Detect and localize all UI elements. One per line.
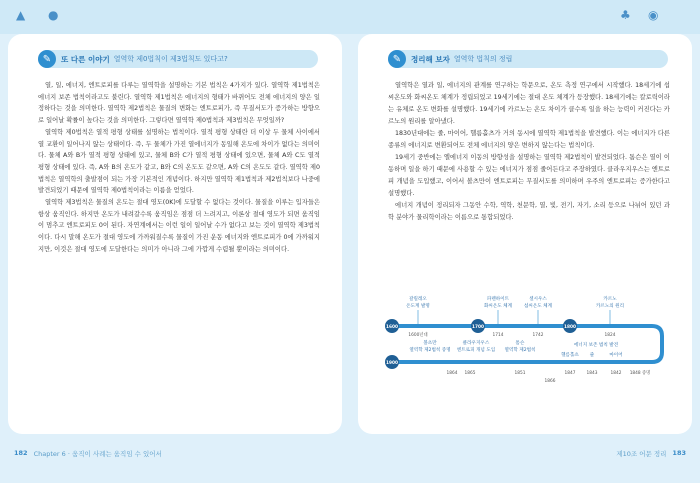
right-banner-title: 정리해 보자 (411, 54, 450, 64)
paragraph: 열역학 제3법칙은 물질의 온도는 절대 영도(0K)에 도달할 수 없다는 것이다. 물질을 이루는 입자들은 항상 움직인다. 하지만 온도가 내려갈수록 움직임은 점점 더 느려지고, 이론상 절대 영도가 되면 움직임이 멈추고 엔트로피도 0이 된다. 자연계에서는 이런 일이 일어날 수가 없다고 보는 것이 열역학 제3법칙이다. 다시 말해 온도가 절대 영도에 가까워질수록 물질이 가진 운동 에너지와 엔트로피가 0에 가까워지지만, 이것은 절대 영도에 도달한다는 의미가 아니라 그에 가깝게 수렴될 뿐이라는 의미이다. (38, 199, 320, 253)
left-banner-title: 또 다른 이야기 (61, 54, 110, 64)
right-page (358, 34, 692, 434)
right-body-text (388, 80, 670, 224)
timeline-event (504, 339, 535, 376)
robot-icon: ▲ (16, 8, 26, 22)
timeline-event (524, 295, 552, 338)
section-title: 제10조 어문 정리 (616, 449, 667, 458)
svg-text:열역학 제2법칙 증명: 열역학 제2법칙 증명 (409, 348, 451, 353)
svg-text:온도계 발명: 온도계 발명 (406, 304, 430, 309)
timeline-node (563, 319, 577, 333)
timeline-event (484, 295, 512, 338)
left-page (8, 34, 342, 434)
timeline-extra-year: 1866 (544, 379, 556, 384)
svg-text:카르노의 원리: 카르노의 원리 (595, 304, 625, 309)
paragraph: 1830년대에는 줄, 마이어, 헬름홀츠가 거의 동시에 열역학 제1법칙을 발견했다. 이는 에너지가 다른 종류의 에너지로 변환되어도 전체 에너지의 양은 변하지 않는다는 법칙이다. (388, 130, 670, 149)
timeline-event (409, 339, 457, 376)
paragraph: 열, 일, 에너지, 엔트로피를 다루는 열역학을 설명하는 기본 법칙은 4가지가 있다. 열역학 제1법칙은 에너지 보존 법칙이라고도 불린다. 열역학 제1법칙은 에너지의 형태가 바뀌어도 전체 에너지의 양은 일정하다는 것을 의미한다. 열역학 제2법칙은 물질의 변화는 엔트로피가, 즉 무질서도가 증가하는 방향으로 일어날 확률이 높다는 것을 의미한다. 그렇다면 열역학 제0법칙과 제3법칙은 무엇일까? (38, 82, 320, 125)
paragraph: 19세기 중반에는 엘에너지 이동의 방향성을 설명하는 열역학 제2법칙이 발견되었다. 톰슨은 열이 이동하며 일을 하기 때문에 사용할 수 있는 에너지가 점점 줄어든다고 주장하였다. 클라우지우스는 엔트로피 개념을 도입했고, 이어서 볼츠만이 엔트로피는 무질서도를 의미하며 우주의 엔트로피는 증가한다고 설명했다. (388, 154, 670, 197)
svg-text:클라우지우스: 클라우지우스 (462, 341, 490, 346)
svg-text:1865: 1865 (464, 371, 476, 376)
paragraph: 열역학은 열과 일, 에너지의 관계를 연구하는 학문으로, 온도 측정 연구에서 시작했다. 18세기에 섭씨온도와 화씨온도 체계가 정립되었고 19세기에는 절대 온도 체계가 등장했다. 18세기에는 칼로릭이라는 유체로 온도 변화를 설명했다. 19세기에 카르노는 온도 차이가 클수록 일을 하는 능력이 커진다는 카르노의 원리를 알아냈다. (388, 82, 670, 125)
pencil-icon: ✎ (388, 50, 406, 68)
right-banner (388, 50, 668, 68)
svg-text:갈릴레오: 갈릴레오 (409, 297, 427, 302)
svg-text:카르노: 카르노 (603, 297, 617, 302)
rocket-icon: ● (48, 8, 59, 22)
svg-text:에너지 보존 법칙 발견: 에너지 보존 법칙 발견 (573, 343, 619, 348)
svg-text:1851: 1851 (514, 371, 526, 376)
page-number: 183 (672, 449, 686, 457)
svg-text:줄: 줄 (589, 353, 595, 358)
tree-icon: ♣ (620, 8, 631, 22)
svg-text:1843: 1843 (586, 371, 598, 376)
svg-text:파렌하이트: 파렌하이트 (486, 297, 510, 302)
left-body-text (38, 80, 320, 256)
page-number: 182 (14, 449, 28, 457)
svg-text:1800: 1800 (564, 325, 576, 330)
svg-text:엔트로피 개념 도입: 엔트로피 개념 도입 (456, 348, 496, 353)
thermodynamics-timeline (370, 284, 670, 404)
svg-text:1842: 1842 (610, 371, 622, 376)
svg-text:1864: 1864 (446, 371, 458, 376)
svg-text:셀시우스: 셀시우스 (529, 297, 547, 302)
svg-text:열역학 제2법칙: 열역학 제2법칙 (504, 348, 536, 353)
svg-text:톰슨: 톰슨 (515, 341, 525, 346)
planet-icon: ◉ (648, 8, 659, 22)
chapter-title: Chapter 6 · 움직이 사례는 움직임 수 있어서 (33, 449, 162, 458)
svg-text:섭씨온도 체계: 섭씨온도 체계 (523, 304, 553, 309)
timeline-node (385, 319, 399, 333)
top-decoration-bar (0, 0, 700, 34)
left-banner-subtitle: 열역학 제0법칙이 제3법칙도 있다고? (113, 55, 228, 63)
svg-text:1600: 1600 (386, 325, 398, 330)
paragraph: 에너지 개념이 정리되자 그동안 수학, 역학, 천문학, 열, 빛, 전기, 자기, 소리 등으로 나뉘어 있던 과학 분야가 물리학이라는 이름으로 통합되었다. (388, 202, 670, 221)
timeline-extra-year: 1848 증명 (629, 371, 651, 376)
timeline-event (596, 295, 624, 338)
right-footer (616, 446, 686, 460)
svg-text:마이어: 마이어 (609, 353, 623, 358)
svg-text:볼츠만: 볼츠만 (423, 341, 437, 346)
timeline-node (471, 319, 485, 333)
timeline-event (406, 295, 430, 338)
timeline-event (457, 339, 495, 376)
svg-text:1700: 1700 (472, 325, 484, 330)
svg-text:1600년대: 1600년대 (408, 333, 428, 338)
paragraph: 열역학 제0법칙은 열적 평형 상태를 설명하는 법칙이다. 열적 평형 상태란 더 이상 두 물체 사이에서 열 교환이 일어나지 않는 상태이다. 즉, 두 물체가 가진 열에너지가 동일해 온도에 차이가 없다는 의미이다. 물체 A와 B가 열적 평형 상태에 있고, 물체 B와 C가 열적 평형 상태에 있으면, 물체 A와 C도 열적 평형 상태에 있다. 즉, A와 B의 온도가 같고, B와 C의 온도도 같으면, A와 C의 온도도 같다. 열역학 제0법칙은 열역학의 출발점이 되는 가장 기본적인 개념이다. 하지만 열역학 제1법칙과 제2법칙보다 나중에 발견되었기 때문에 열역학 제0법칙이라는 이름을 얻었다. (38, 128, 320, 195)
svg-text:화씨온도 체계: 화씨온도 체계 (483, 304, 513, 309)
svg-text:헬름홀츠: 헬름홀츠 (561, 353, 579, 358)
timeline-node (385, 355, 399, 369)
svg-text:1900: 1900 (386, 361, 398, 366)
timeline-event (574, 341, 619, 348)
svg-text:1742: 1742 (532, 333, 544, 338)
pencil-icon: ✎ (38, 50, 56, 68)
svg-text:1714: 1714 (492, 333, 504, 338)
svg-text:1824: 1824 (604, 333, 616, 338)
svg-text:1847: 1847 (564, 371, 576, 376)
left-banner (38, 50, 318, 68)
right-banner-subtitle: 열역학 법칙의 정립 (453, 55, 513, 63)
left-footer (14, 446, 162, 460)
